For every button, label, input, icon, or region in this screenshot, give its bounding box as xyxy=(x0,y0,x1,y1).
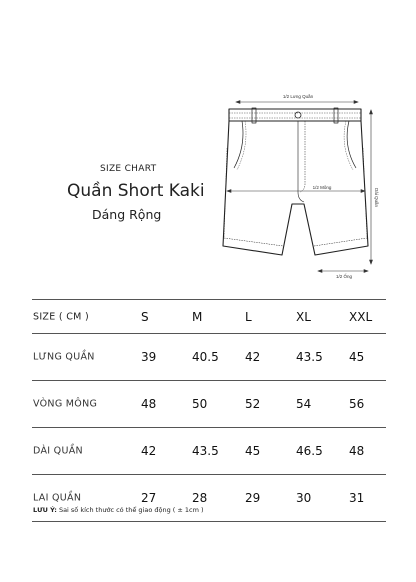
row-label: LAI QUẦN xyxy=(33,492,82,504)
shorts-outline xyxy=(223,108,368,255)
table-cell: 40.5 xyxy=(192,350,219,364)
size-header-label: SIZE ( CM ) xyxy=(33,311,89,322)
table-cell: 43.5 xyxy=(192,444,219,458)
waist-measure-label: 1/2 Lưng Quần xyxy=(282,94,314,99)
note-text: Sai số kích thước có thể giao động ( ± 1cm ) xyxy=(58,506,204,514)
size-col-header: M xyxy=(192,309,203,324)
shorts-diagram xyxy=(212,88,392,283)
row-label: VÒNG MÔNG xyxy=(33,398,98,410)
waist-measure-line xyxy=(236,101,358,104)
table-cell: 27 xyxy=(141,491,157,505)
length-measure-line xyxy=(370,110,373,264)
size-col-header: XXL xyxy=(349,309,373,324)
row-label: LƯNG QUẦN xyxy=(33,351,95,363)
table-cell: 54 xyxy=(296,397,312,411)
hem-measure-line xyxy=(318,270,368,273)
table-cell: 42 xyxy=(245,350,261,364)
hip-measure-label: 1/2 Mông xyxy=(312,185,332,190)
size-col-header: S xyxy=(141,309,149,324)
table-cell: 39 xyxy=(141,350,157,364)
table-header-row xyxy=(32,299,386,333)
size-col-header: XL xyxy=(296,309,311,324)
size-col-header: L xyxy=(245,309,252,324)
tolerance-note xyxy=(33,506,204,514)
table-cell: 42 xyxy=(141,444,157,458)
table-row-waist xyxy=(32,333,386,380)
table-cell: 56 xyxy=(349,397,365,411)
hip-measure-line xyxy=(227,190,365,193)
fit-subtitle: Dáng Rộng xyxy=(92,207,162,222)
table-cell: 30 xyxy=(296,491,312,505)
product-title: Quần Short Kaki xyxy=(67,181,205,201)
row-label: DÀI QUẦN xyxy=(33,445,83,457)
table-cell: 45 xyxy=(349,350,365,364)
size-table xyxy=(32,299,386,522)
table-row-length xyxy=(32,427,386,474)
table-cell: 28 xyxy=(192,491,208,505)
table-cell: 45 xyxy=(245,444,261,458)
size-chart-label: SIZE CHART xyxy=(100,164,157,174)
table-cell: 46.5 xyxy=(296,444,323,458)
table-cell: 52 xyxy=(245,397,261,411)
table-row-hip xyxy=(32,380,386,427)
table-cell: 43.5 xyxy=(296,350,323,364)
table-cell: 50 xyxy=(192,397,208,411)
note-prefix: LƯU Ý: xyxy=(33,506,57,514)
table-cell: 31 xyxy=(349,491,365,505)
length-measure-label: Dài Quần xyxy=(374,188,379,208)
table-cell: 29 xyxy=(245,491,261,505)
table-cell: 48 xyxy=(141,397,157,411)
hem-measure-label: 1/2 Ống xyxy=(336,274,353,279)
table-row-hem xyxy=(32,474,386,522)
table-cell: 48 xyxy=(349,444,365,458)
